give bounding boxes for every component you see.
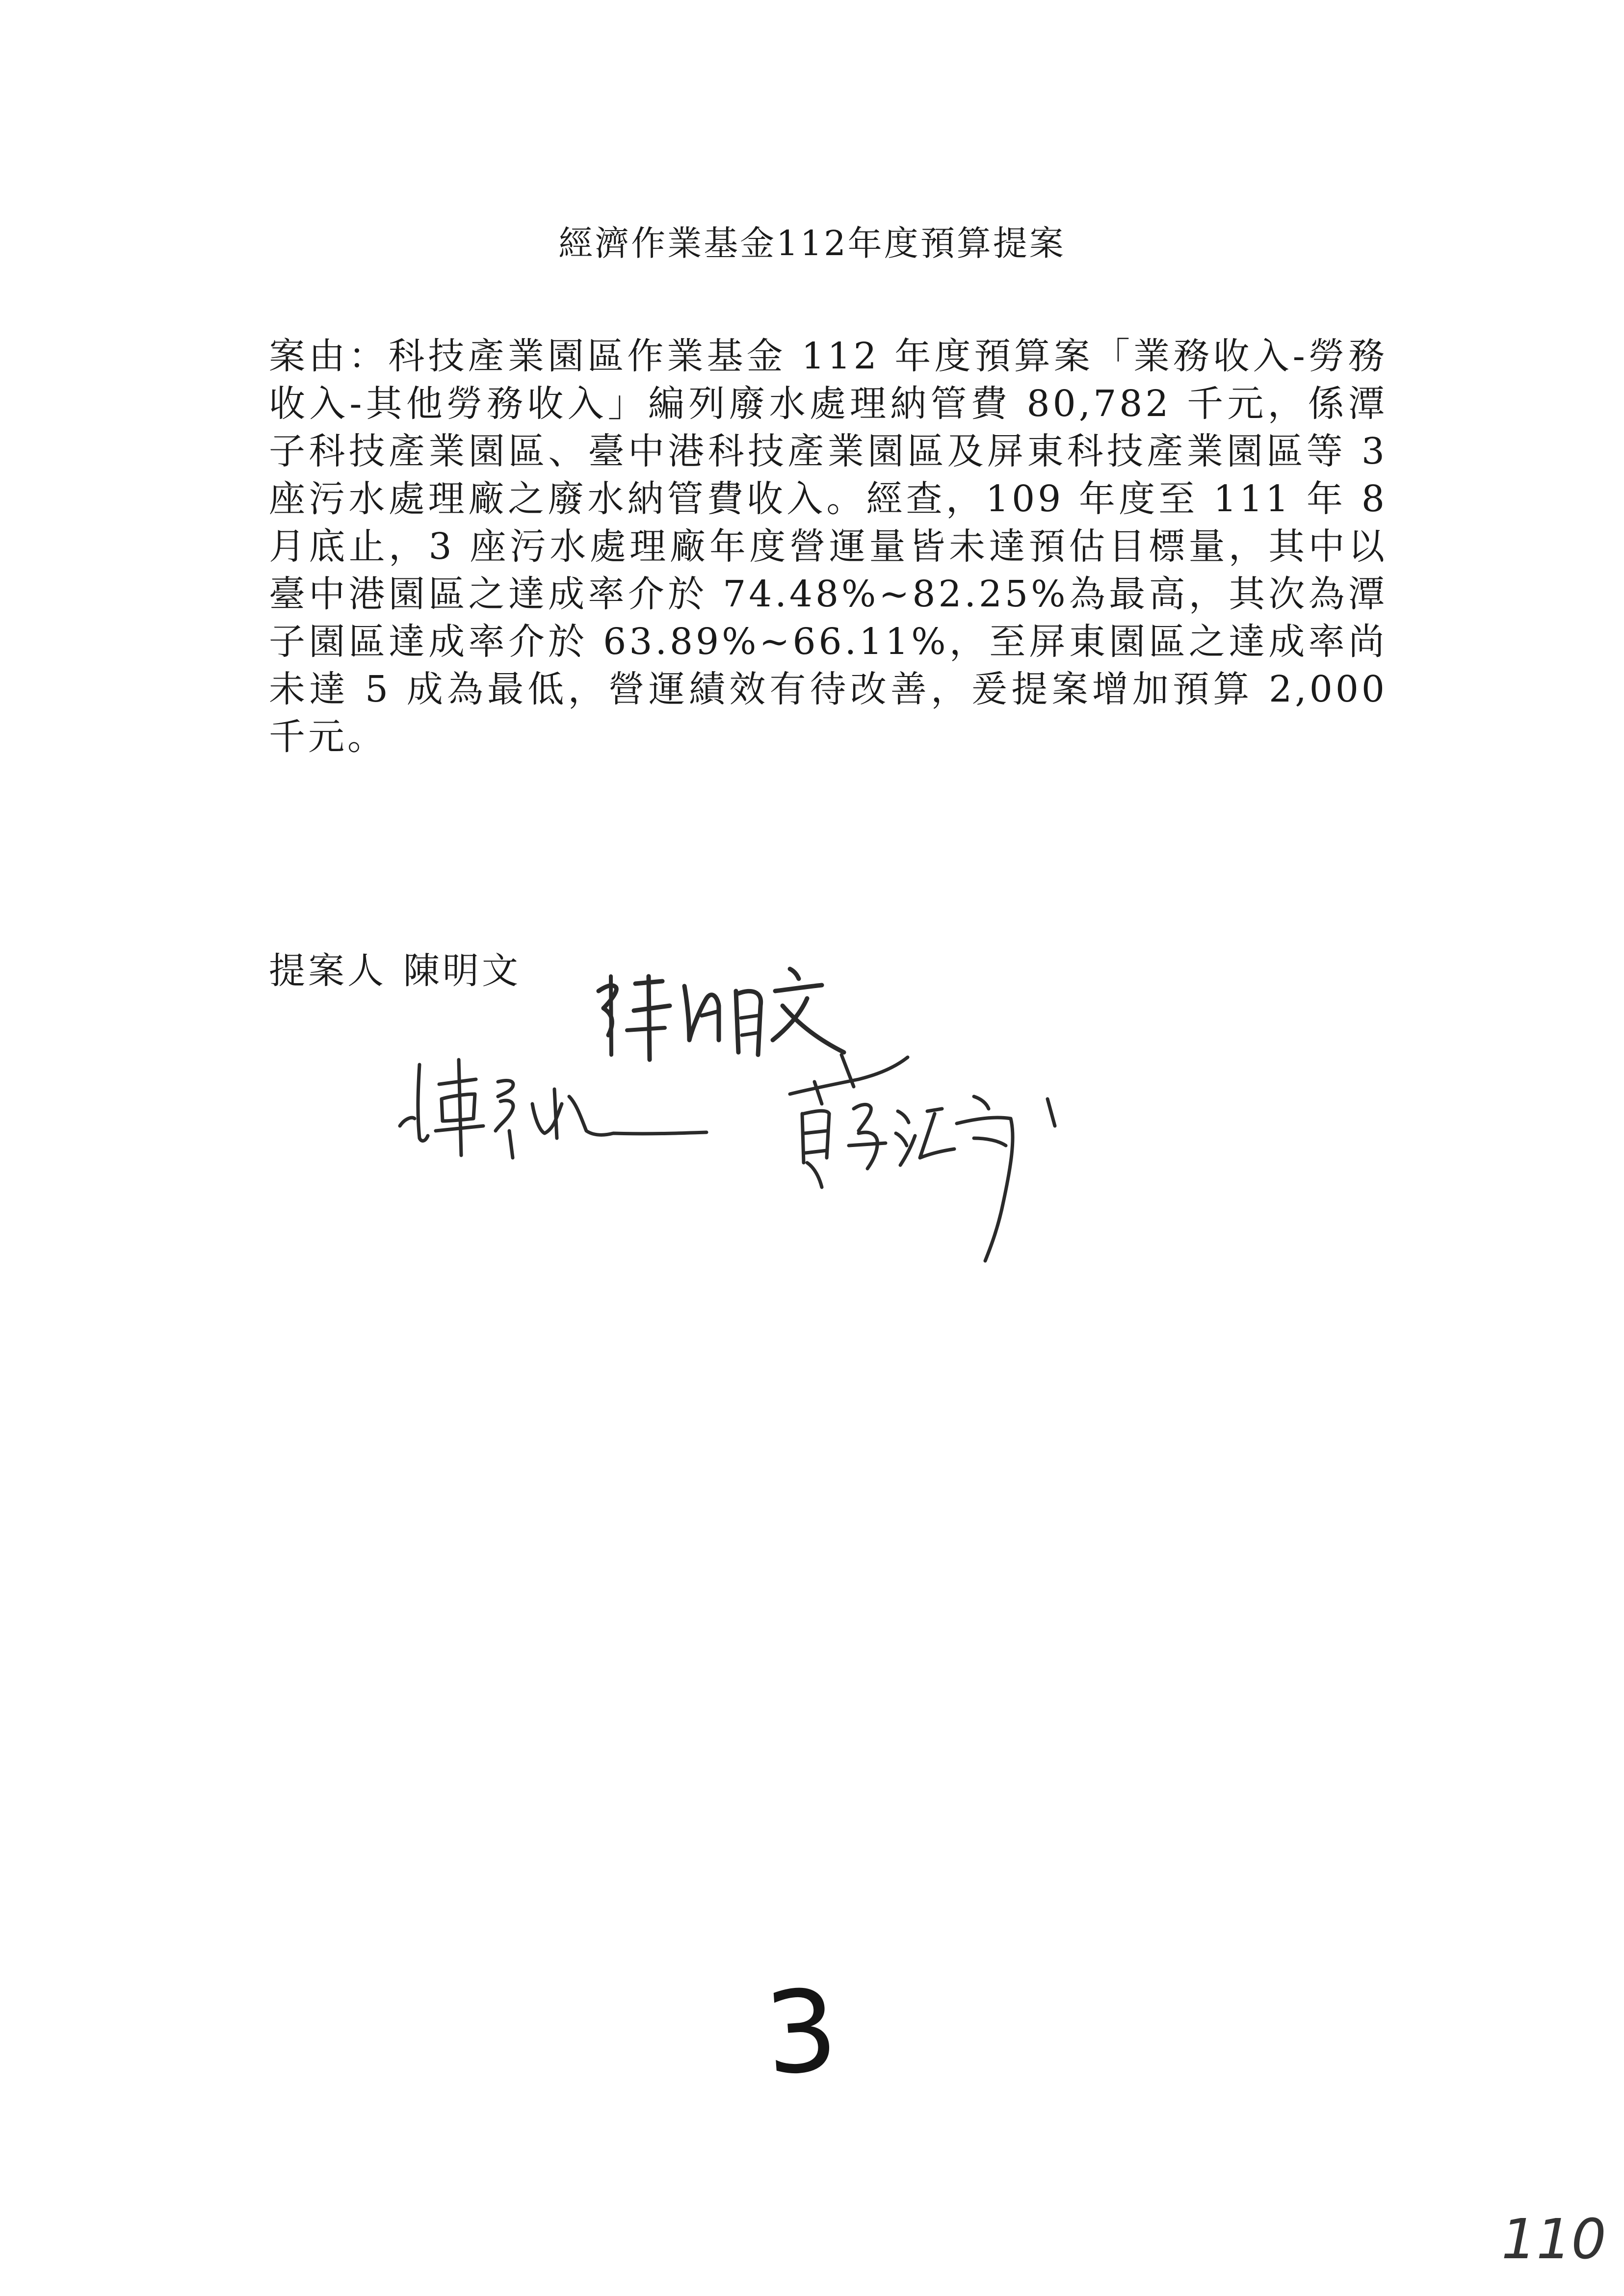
proposer-line bbox=[269, 942, 521, 994]
signature-cosigner-left bbox=[393, 1045, 736, 1163]
handwritten-page-number: 3 bbox=[760, 1965, 842, 2101]
proposer-name: 陳明文 bbox=[403, 950, 521, 992]
signature-cosigner-right bbox=[780, 1040, 1074, 1271]
proposal-body: 案由：科技產業園區作業基金 112 年度預算案「業務收入-勞務收入-其他勞務收入」編列廢水處理納管費 80,782 千元，係潭子科技產業園區、臺中港科技產業園區及屏東科技產業園區等 3 座污水處理廠之廢水納管費收入。經查，109 年度至 111 年 8 月底止，3 座污水處理廠年度營運量皆未達預估目標量，其中以臺中港園區之達成率介於 74.48%~82.25%為最高，其次為潭子園區達成率介於 63.89%~66.11%，至屏東園區之達成率尚未達 5 成為最低，營運績效有待改善，爰提案增加預算 2,000 千元。 bbox=[269, 335, 1388, 758]
proposer-label: 提案人 bbox=[269, 950, 387, 992]
corner-page-number: 110 bbox=[1501, 2208, 1606, 2271]
document-title: 經濟作業基金112年度預算提案 bbox=[558, 223, 1066, 263]
